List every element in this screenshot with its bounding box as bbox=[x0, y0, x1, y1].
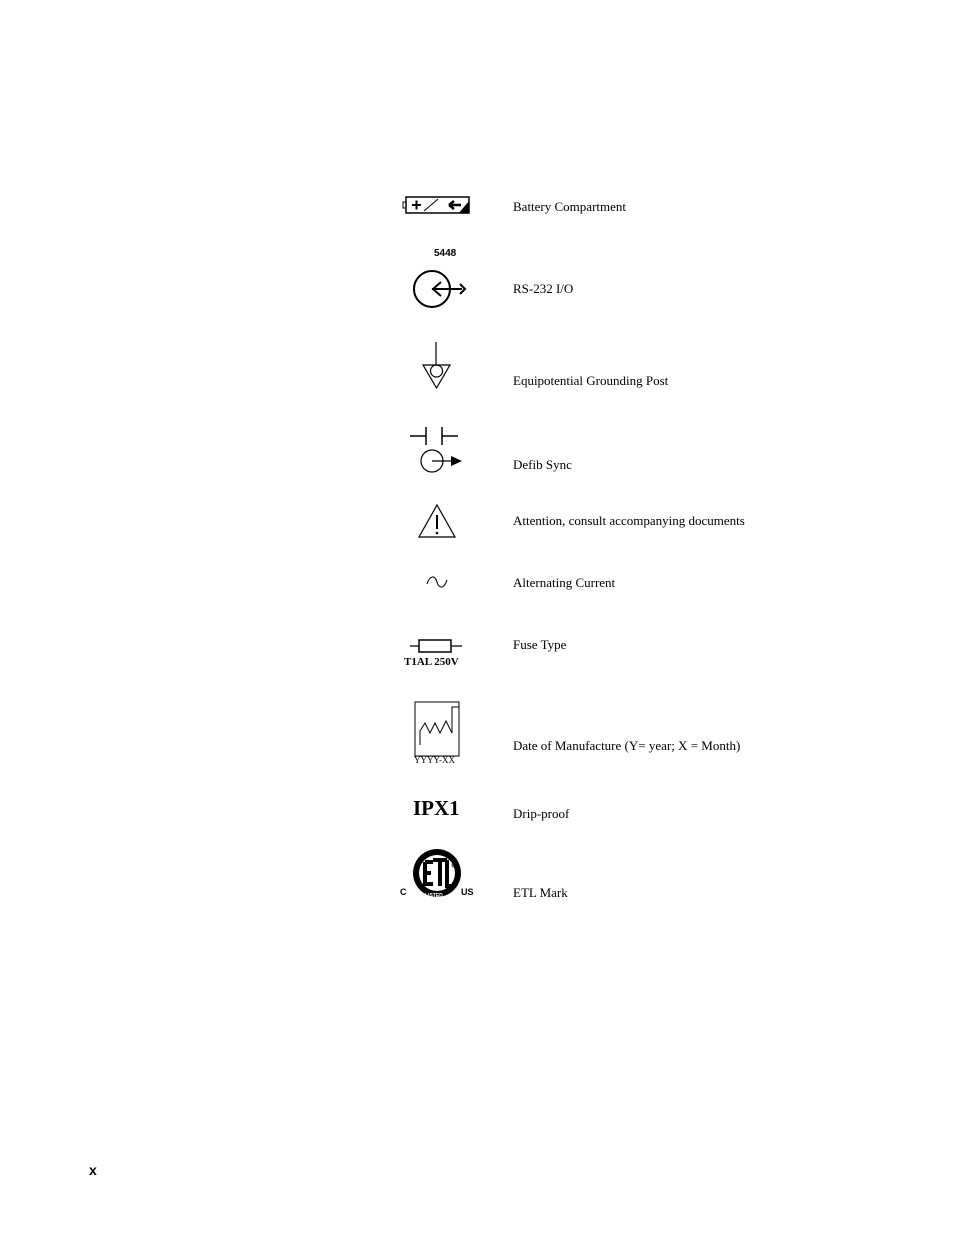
symbol-label: Alternating Current bbox=[513, 575, 616, 590]
symbol-label: Fuse Type bbox=[513, 637, 567, 652]
ipx1-icon: IPX1 bbox=[413, 796, 460, 820]
battery-compartment-icon bbox=[402, 196, 470, 214]
symbol-label: Battery Compartment bbox=[513, 199, 627, 214]
alternating-current-icon bbox=[426, 575, 448, 589]
etl-us-text: US bbox=[461, 887, 474, 897]
fuse-rating-text: T1AL 250V bbox=[404, 656, 459, 668]
symbol-label: Equipotential Grounding Post bbox=[513, 373, 669, 388]
symbol-label: Defib Sync bbox=[513, 457, 572, 472]
manufacture-date-format: YYYY-XX bbox=[414, 755, 455, 765]
warning-triangle-icon bbox=[417, 503, 457, 539]
symbol-label: RS-232 I/O bbox=[513, 281, 574, 296]
etl-mark-icon bbox=[400, 846, 478, 906]
rs232-io-icon bbox=[410, 268, 470, 310]
etl-listed-text: LISTED bbox=[425, 893, 443, 899]
manufacture-date-icon bbox=[414, 701, 461, 757]
etl-c-text: C bbox=[400, 887, 407, 897]
symbol-label: Attention, consult accompanying documents bbox=[513, 513, 745, 528]
symbol-label: Drip-proof bbox=[513, 806, 570, 821]
symbol-label: Date of Manufacture (Y= year; X = Month) bbox=[513, 738, 741, 753]
page-number: x bbox=[89, 1162, 97, 1178]
symbol-label: ETL Mark bbox=[513, 885, 568, 900]
equipotential-ground-icon bbox=[420, 342, 454, 390]
fuse-icon bbox=[410, 638, 462, 654]
rs232-code-text: 5448 bbox=[434, 248, 457, 259]
defib-sync-icon bbox=[408, 425, 466, 475]
